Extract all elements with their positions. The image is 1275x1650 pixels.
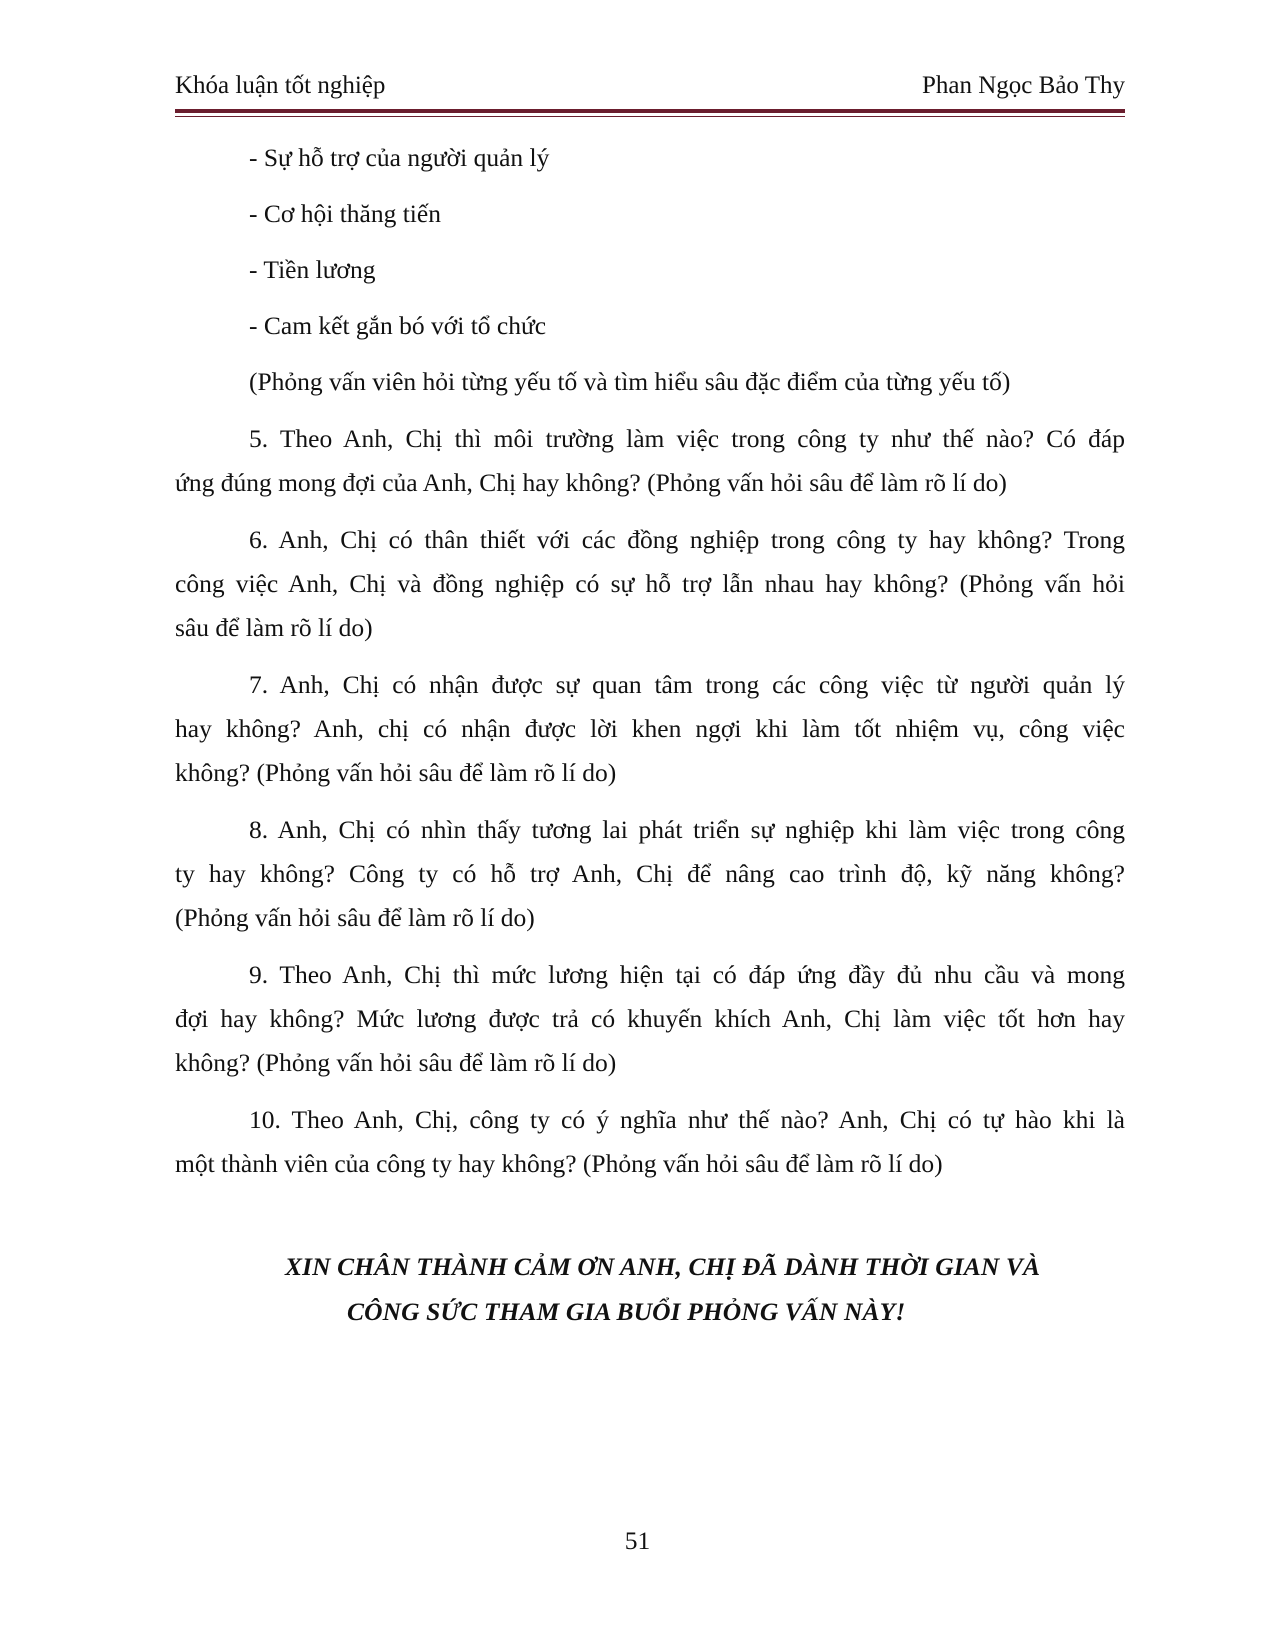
question-7-line-3: không? (Phỏng vấn hỏi sâu để làm rõ lí do) xyxy=(175,758,617,787)
question-8-line-3: (Phỏng vấn hỏi sâu để làm rõ lí do) xyxy=(175,903,535,932)
question-8-line-1: 8. Anh, Chị có nhìn thấy tương lai phát triển sự nghiệp khi làm việc trong công xyxy=(249,815,1125,844)
question-5-line-1: 5. Theo Anh, Chị thì môi trường làm việc trong công ty như thế nào? Có đáp xyxy=(249,424,1125,453)
question-8-line-2: ty hay không? Công ty có hỗ trợ Anh, Chị để nâng cao trình độ, kỹ năng không? xyxy=(175,859,1125,888)
question-9-line-2: đợi hay không? Mức lương được trả có khuyến khích Anh, Chị làm việc tốt hơn hay xyxy=(175,1004,1125,1033)
question-6-line-2: công việc Anh, Chị và đồng nghiệp có sự hỗ trợ lẫn nhau hay không? (Phỏng vấn hỏi xyxy=(175,569,1125,598)
header-rule-thin xyxy=(175,116,1125,117)
bullet-item: - Tiền lương xyxy=(249,255,376,284)
bullet-item: - Cam kết gắn bó với tổ chức xyxy=(249,311,547,340)
page-number: 51 xyxy=(624,1526,651,1555)
bullet-item: - Cơ hội thăng tiến xyxy=(249,199,441,228)
bullet-item: - Sự hỗ trợ của người quản lý xyxy=(249,143,550,172)
closing-thanks-line-1: XIN CHÂN THÀNH CẢM ƠN ANH, CHỊ ĐÃ DÀNH THỜI GIAN VÀ xyxy=(285,1252,1041,1281)
question-6-line-3: sâu để làm rõ lí do) xyxy=(175,613,373,642)
header-thesis-title: Khóa luận tốt nghiệp xyxy=(175,72,386,99)
page-header xyxy=(175,70,1125,108)
question-7-line-2: hay không? Anh, chị có nhận được lời khen ngợi khi làm tốt nhiệm vụ, công việc xyxy=(175,714,1125,743)
question-9-line-3: không? (Phỏng vấn hỏi sâu để làm rõ lí do) xyxy=(175,1048,617,1077)
interviewer-note: (Phỏng vấn viên hỏi từng yếu tố và tìm hiểu sâu đặc điểm của từng yếu tố) xyxy=(249,367,1011,396)
question-6-line-1: 6. Anh, Chị có thân thiết với các đồng nghiệp trong công ty hay không? Trong xyxy=(249,525,1125,554)
header-rule-thick xyxy=(175,109,1125,113)
closing-thanks-line-2: CÔNG SỨC THAM GIA BUỔI PHỎNG VẤN NÀY! xyxy=(347,1297,906,1326)
question-10-line-2: một thành viên của công ty hay không? (Phỏng vấn hỏi sâu để làm rõ lí do) xyxy=(175,1149,943,1178)
question-10-line-1: 10. Theo Anh, Chị, công ty có ý nghĩa như thế nào? Anh, Chị có tự hào khi là xyxy=(249,1105,1125,1134)
question-9-line-1: 9. Theo Anh, Chị thì mức lương hiện tại có đáp ứng đầy đủ nhu cầu và mong xyxy=(249,960,1125,989)
header-author-name: Phan Ngọc Bảo Thy xyxy=(922,72,1125,99)
question-7-line-1: 7. Anh, Chị có nhận được sự quan tâm trong các công việc từ người quản lý xyxy=(249,670,1125,699)
question-5-line-2: ứng đúng mong đợi của Anh, Chị hay không? (Phỏng vấn hỏi sâu để làm rõ lí do) xyxy=(175,468,1007,497)
